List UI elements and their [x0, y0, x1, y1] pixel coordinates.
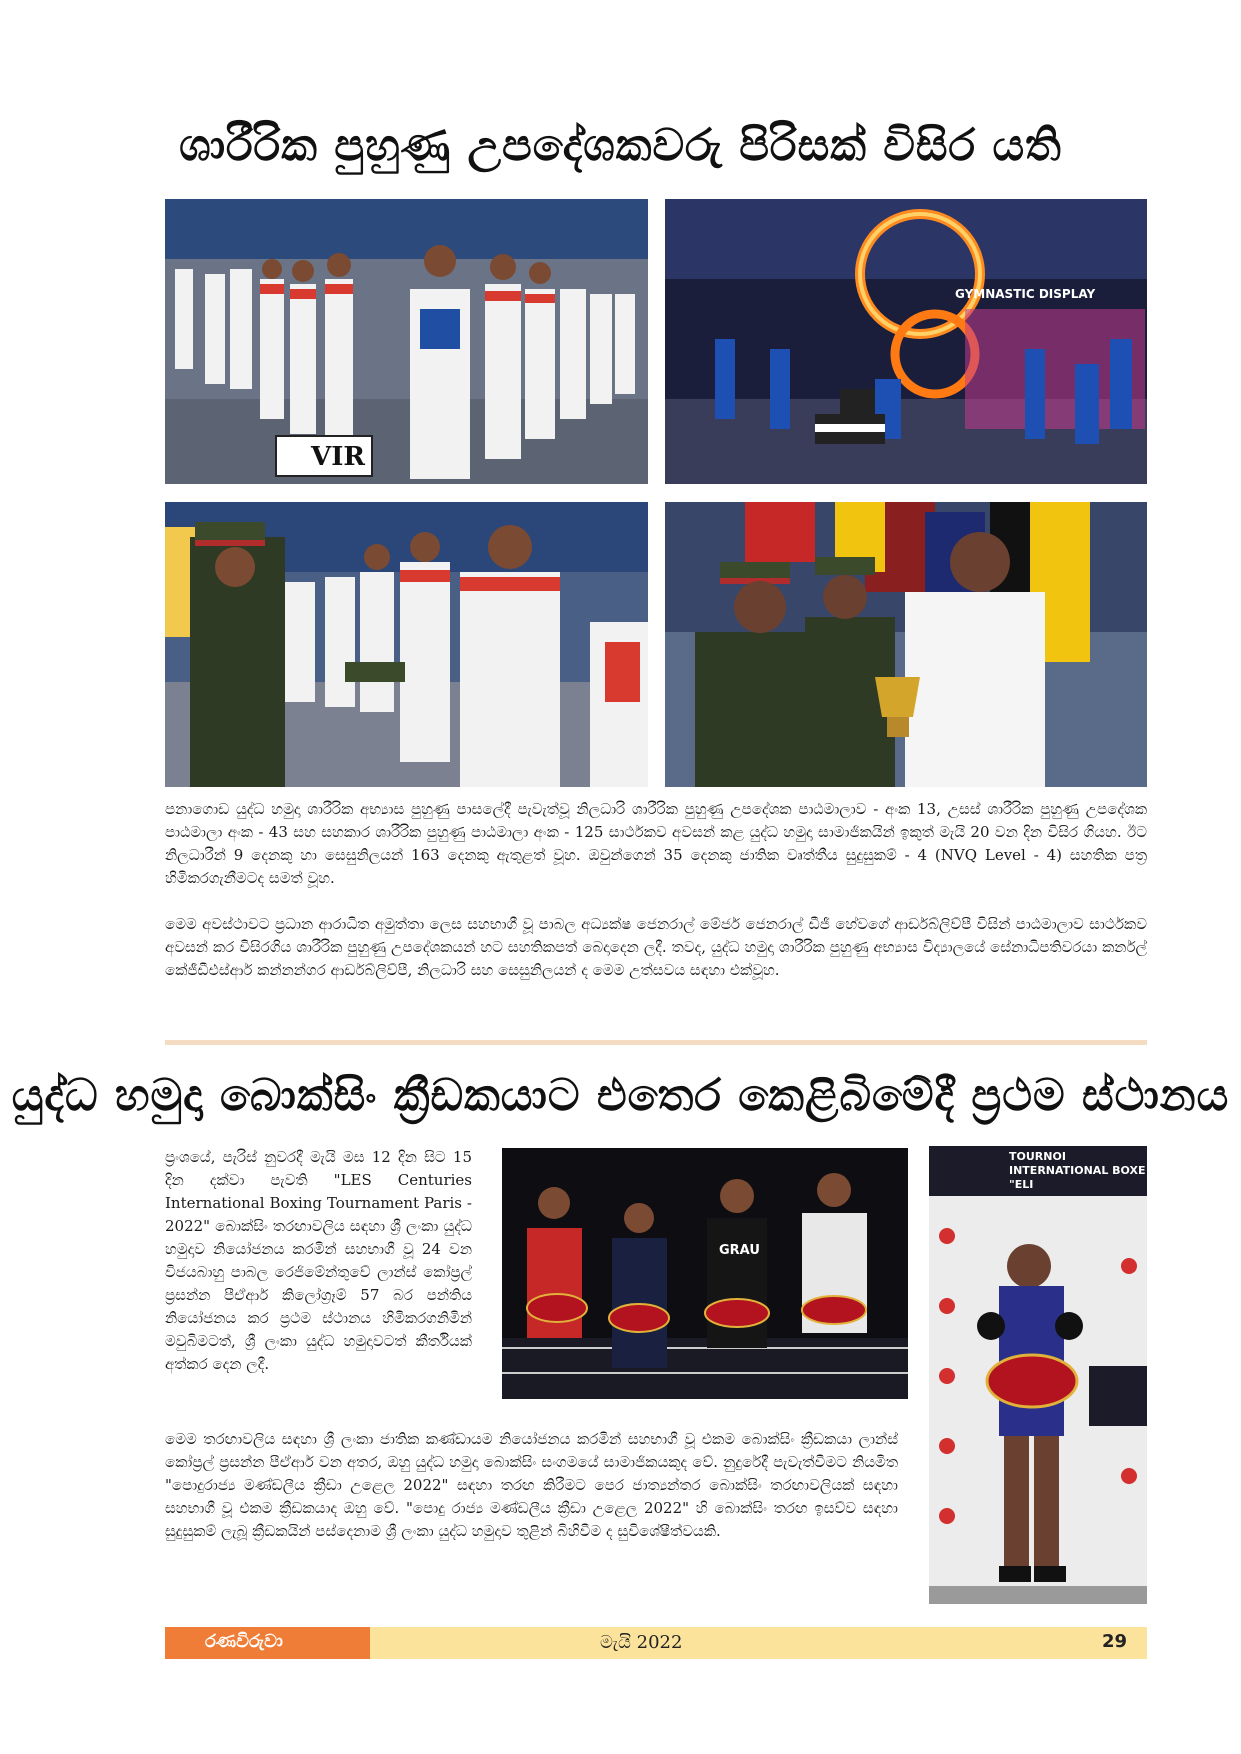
article1-paragraph1: පනාගොඩ යුද්ධ හමුදා ශාරීරික අභ්‍යාස පුහුණු පාසලේදී පැවැත්වූ නිලධාරි ශාරීරික පුහුණු උපදේශක පාඨමාලාව - අංක 13, උසස් ශාරීරික පුහුණු උපදේශක පාඨමාලා අංක - 43 සහ සහකාර ශාරීරික පුහුණු පාඨමාලා අංක - 125 සාර්ථකව අවසන් කළ යුද්ධ හමුදා සාමාජිකයින් ඉකුත් මැයි 20 වන දින විසිර ගියහ. ඊට නිලධාරීන් 9 දෙනකු හා සෙසුනිලයන් 163 දෙනකු ඇතුළත් වූහ. ඔවුන්ගෙන් 35 දෙනකු ජාතික වෘත්තීය සුදුසුකම් - 4 (NVQ Level - 4) සහතික පත්‍ර හිමිකරගැනීමටද සමත් වූහ.: [165, 800, 1147, 887]
tournament-banner: TOURNOI INTERNATIONAL BOXE "ELI: [1009, 1150, 1146, 1191]
photo-certificate-presentation: [165, 502, 648, 787]
footer-brand: රණවිරුවා: [205, 1631, 283, 1652]
shirt-text: GRAU: [719, 1243, 760, 1258]
article2-headline: යුද්ධ හමුදා බොක්සිං ක්‍රීඩකයාට එතෙර කෙළිබිමේදී ප්‍රථම ස්ථානය: [11, 1070, 1230, 1121]
article1-paragraph2: මෙම අවස්ථාවට ප්‍රධාන ආරාධිත අමුත්තා ලෙස සහභාගී වූ පාබල අධ්‍යක්ෂ ජෙනරාල් මේජර් ජෙනරාල් ඩීජී හේවගේ ආර්ඩබ්ලිව්පී විසින් පාඨමාලාව සාර්ථකව අවසන් කර විසිරගිය ශාරීරික පුහුණු උපදේශකයන් හට සහතිකපත් බෙදාදෙන ලදී. තවද, යුද්ධ හමුදා ශාරීරික පුහුණු අභ්‍යාස විද්‍යාලයේ සේනාධිපතිවරයා කර්නල් කේජීඩීඑස්ආර් කන්නන්ගර ආර්ඩබ්ලිව්පී, නිලධාරි සහ සෙසුනිලයන් ද මෙම උත්සවය සඳහා එක්වූහ.: [165, 915, 1147, 979]
footer-info-bar: [370, 1627, 1147, 1659]
team-sign: VIR: [275, 435, 373, 477]
photo-boxer-champion: [929, 1146, 1147, 1604]
article2-column-text: ප්‍රංශයේ, පැරිස් නුවරදී මැයි මස 12 දින සිට 15 දින දක්වා පැවති "LES Centuries International Boxing Tournament Paris - 2022" බොක්සිං තරඟාවලිය සඳහා ශ්‍රී ලංකා යුද්ධ හමුදාව නියෝජනය කරමින් සහභාගී වූ 24 වන විජයබාහු පාබල රෙජිමේන්තුවේ ලාන්ස් කෝප්‍රල් ප්‍රසන්න පීඒආර් කිලෝග්‍රෑම් 57 බර පන්තිය නියෝජනය කර ප්‍රථම ස්ථානය හිමිකරගනිමින් මවුබිමටත්, ශ්‍රී ලංකා යුද්ධ හමුදාවටත් කීර්තියක් අත්කර දෙන ලදී.: [165, 1148, 472, 1373]
display-banner: GYMNASTIC DISPLAY: [955, 287, 1096, 301]
photo-boxing-podium: [502, 1148, 908, 1399]
photo-trophy-presentation: [665, 502, 1147, 787]
article2-paragraph2: මෙම තරඟාවලිය සඳහා ශ්‍රී ලංකා ජාතික කණ්ඩායම නියෝජනය කරමින් සහභාගී වූ එකම බොක්සිං ක්‍රීඩකයා ලාන්ස් කෝප්‍රල් ප්‍රසන්න පීඒආර් වන අතර, ඔහු යුද්ධ හමුදා බොක්සිං සංගමයේ සාමාජිකයකුද වේ. නුදුරේදී පැවැත්වීමට නියමිත "පොදුරාජ්‍ය මණ්ඩලීය ක්‍රීඩා උළෙල 2022" සඳහා තරඟ කිරීමට පෙර ජාත්‍යන්තර බොක්සිං තරඟාවලියක් සඳහා සහභාගී වූ එකම ක්‍රීඩකයාද ඔහු වේ. "පොදු රාජ්‍ය මණ්ඩලීය ක්‍රීඩා උළෙල 2022" හි බොක්සිං තරඟ ඉසව්ව සඳහා සුදුසුකම් ලැබූ ක්‍රීඩකයින් පස්දෙනාම ශ්‍රී ලංකා යුද්ධ හමුදාව තුළින් බිහිවීම ද සුවිශේෂීත්වයකි.: [165, 1430, 898, 1540]
article1-headline: ශාරීරික පුහුණු උපදේශකවරු පිරිසක් විසිර යති: [179, 120, 1062, 171]
photo-gymnastic-display: [665, 199, 1147, 484]
page-number: 29: [1102, 1631, 1128, 1652]
photo-parade: [165, 199, 648, 484]
footer-date: මැයි 2022: [600, 1632, 683, 1653]
section-divider: [165, 1040, 1147, 1045]
